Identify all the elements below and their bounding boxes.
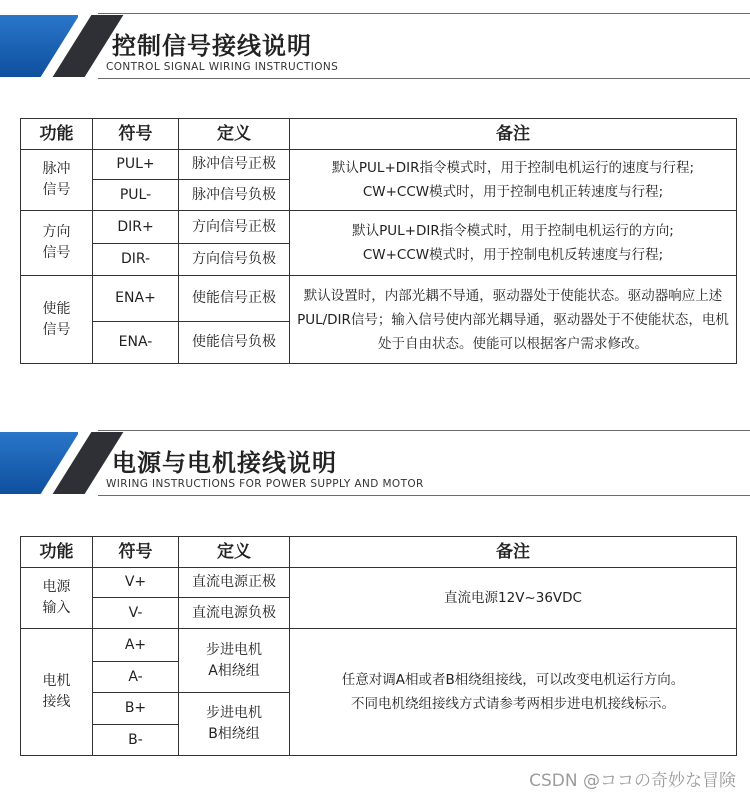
note-cell: 任意对调A相或者B相绕组接线，可以改变电机运行方向。 不同电机绕组接线方式请参考两相步进电机接线标示。 [290, 629, 737, 756]
symbol-cell: ENA- [93, 322, 179, 364]
section2-title: 电源与电机接线说明 [112, 449, 337, 477]
banner-bottom-line [98, 78, 750, 79]
power-motor-table [20, 536, 737, 756]
table-row [21, 150, 737, 180]
definition-cell: 步进电机 A相绕组 [179, 629, 290, 693]
definition-cell: 方向信号正极 [179, 211, 290, 244]
header-symbol: 符号 [93, 537, 179, 568]
watermark: CSDN @ココの奇妙な冒険 [529, 771, 736, 791]
symbol-cell: A+ [93, 629, 179, 662]
function-cell: 方向 信号 [21, 211, 93, 276]
banner-bottom-line [98, 495, 750, 496]
section1-subtitle: CONTROL SIGNAL WIRING INSTRUCTIONS [106, 61, 339, 73]
section2-subtitle: WIRING INSTRUCTIONS FOR POWER SUPPLY AND MOTOR [106, 478, 424, 490]
symbol-cell: ENA+ [93, 276, 179, 322]
definition-cell: 直流电源正极 [179, 568, 290, 598]
header-note: 备注 [290, 119, 737, 150]
section1-banner [0, 0, 750, 78]
symbol-cell: A- [93, 662, 179, 693]
header-function: 功能 [21, 537, 93, 568]
symbol-cell: B- [93, 725, 179, 756]
definition-cell: 步进电机 B相绕组 [179, 693, 290, 756]
note-cell: 默认PUL+DIR指令模式时，用于控制电机运行的速度与行程; CW+CCW模式时，用于控制电机正转速度与行程; [290, 150, 737, 211]
banner-top-line [98, 13, 750, 14]
header-note: 备注 [290, 537, 737, 568]
symbol-cell: PUL+ [93, 150, 179, 180]
header-symbol: 符号 [93, 119, 179, 150]
symbol-cell: B+ [93, 693, 179, 725]
note-cell: 默认PUL+DIR指令模式时，用于控制电机运行的方向; CW+CCW模式时，用于控制电机反转速度与行程; [290, 211, 737, 276]
definition-cell: 使能信号正极 [179, 276, 290, 322]
table-row [21, 276, 737, 322]
symbol-cell: PUL- [93, 180, 179, 211]
table-header-row [21, 537, 737, 568]
header-function: 功能 [21, 119, 93, 150]
control-signal-table [20, 118, 737, 364]
note-cell: 直流电源12V~36VDC [290, 568, 737, 629]
table-row [21, 568, 737, 598]
definition-cell: 脉冲信号正极 [179, 150, 290, 180]
symbol-cell: V+ [93, 568, 179, 598]
table-header-row [21, 119, 737, 150]
header-definition: 定义 [179, 119, 290, 150]
definition-cell: 方向信号负极 [179, 244, 290, 276]
function-cell: 电源 输入 [21, 568, 93, 629]
function-cell: 使能 信号 [21, 276, 93, 364]
banner-top-line [98, 430, 750, 431]
table-row [21, 629, 737, 662]
symbol-cell: DIR- [93, 244, 179, 276]
definition-cell: 使能信号负极 [179, 322, 290, 364]
note-cell: 默认设置时，内部光耦不导通，驱动器处于使能状态。驱动器响应上述PUL/DIR信号；输入信号使内部光耦导通，驱动器处于不使能状态，电机处于自由状态。使能可以根据客户需求修改。 [290, 276, 737, 364]
header-definition: 定义 [179, 537, 290, 568]
symbol-cell: DIR+ [93, 211, 179, 244]
section1-title: 控制信号接线说明 [112, 32, 312, 60]
symbol-cell: V- [93, 598, 179, 629]
definition-cell: 直流电源负极 [179, 598, 290, 629]
function-cell: 电机 接线 [21, 629, 93, 756]
section2-banner [0, 417, 750, 495]
definition-cell: 脉冲信号负极 [179, 180, 290, 211]
table-row [21, 211, 737, 244]
function-cell: 脉冲 信号 [21, 150, 93, 211]
